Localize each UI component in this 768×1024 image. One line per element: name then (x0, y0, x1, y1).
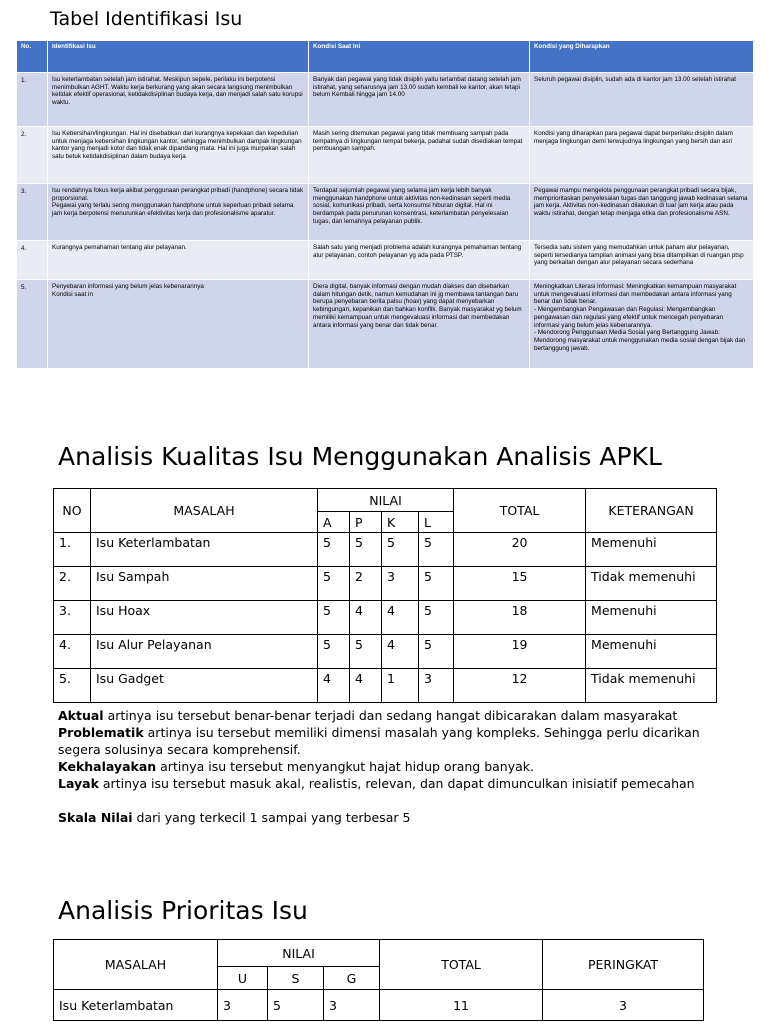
apkl-p: 5 (350, 635, 382, 669)
header-kondisi-diharapkan: Kondisi yang Diharapkan (530, 41, 754, 73)
table-row (54, 635, 717, 669)
priority-header-peringkat: PERINGKAT (543, 940, 704, 990)
priority-header-s: S (268, 967, 324, 990)
apkl-l: 5 (419, 567, 454, 601)
priority-header-u: U (218, 967, 268, 990)
apkl-header-no: NO (54, 489, 91, 533)
priority-masalah: Isu Keterlambatan (54, 990, 218, 1021)
priority-header-total: TOTAL (380, 940, 543, 990)
apkl-a: 5 (318, 601, 350, 635)
scale-note: Skala Nilai dari yang terkecil 1 sampai yang terbesar 5 (58, 810, 411, 825)
row-saat-ini: Terdapat sejumlah pegawai yang selama jam kerja lebih banyak menggunakan handphone untuk aktivitas non-kedinasan seperti media sosial, komunikasi pribadi, serta konsumsi hiburan digital. Hal ini berdampak pada penurunan konsentrasi, keterlambatan penyelesaian tugas, dan lemahnya pelayanan publik. (309, 184, 530, 241)
priority-header-g: G (324, 967, 380, 990)
table-row (17, 73, 754, 127)
priority-u: 3 (218, 990, 268, 1021)
apkl-l: 5 (419, 635, 454, 669)
apkl-header-row (54, 489, 717, 512)
apkl-no: 1. (54, 533, 91, 567)
table-row (54, 669, 717, 703)
apkl-header-k: K (382, 512, 419, 533)
row-saat-ini: Diera digital, banyak informasi dengan mudah diakses dan disebarkan dalam hitungan detik, namun kemudahan ini jg membawa tantangan baru berupa penyebaran berita palsu (hoax) yang dapat menyebarkan kebingungan, kepanikan dan bahkan konflik. Banyak masyarakat yg belum memiliki kemampuan untuk mengevaluasi informasi dan membedakan antara informasi yang benar dan tidak benar. (309, 280, 530, 369)
apkl-no: 4. (54, 635, 91, 669)
row-saat-ini: Banyak dari pegawai yang tidak disiplin yaitu terlambat datang setelah jam istirahat, yang seharusnya jam 13.00 sudah kembali ke kantor, akan tetapi belum Kembali hingga jam 14.00 (309, 73, 530, 127)
apkl-header-nilai: NILAI (318, 489, 454, 512)
apkl-a: 5 (318, 567, 350, 601)
header-kondisi-saat-ini: Kondisi Saat Ini (309, 41, 530, 73)
table-row (17, 184, 754, 241)
row-isu: Kurangnya pemahaman tentang alur pelayanan. (48, 241, 309, 280)
apkl-l: 3 (419, 669, 454, 703)
apkl-k: 4 (382, 601, 419, 635)
priority-analysis-title: Analisis Prioritas Isu (58, 896, 308, 925)
apkl-header-masalah: MASALAH (91, 489, 318, 533)
priority-total: 11 (380, 990, 543, 1021)
priority-header-nilai: NILAI (218, 940, 380, 967)
identification-table-title: Tabel Identifikasi Isu (50, 8, 243, 30)
row-harapan: Tersedia satu sistem yang memudahkan untuk paham alur pelayanan, seperti tersedianya tampilan animasi yang bisa ditampilkan di ruangan ptsp yang berkaitan dengan alur pelayanan secara sederhana (530, 241, 754, 280)
table-row (17, 127, 754, 184)
apkl-k: 5 (382, 533, 419, 567)
apkl-a: 5 (318, 635, 350, 669)
apkl-p: 5 (350, 533, 382, 567)
row-no: 1. (17, 73, 48, 127)
row-harapan: Seluruh pegawai disiplin, sudah ada di kantor jam 13.00 setelah istirahat (530, 73, 754, 127)
table-row (17, 280, 754, 369)
row-isu: Isu keterlambatan setelah jam istirahat. Meskipun sepele, perilaku ini berpotensi menimbulkan AGHT. Waktu kerja berkurang yang akan secara langsung menimbulkan ketidak efektif operasional, ketidakdisiplinan budaya kerja, dan menjadi salah satu korupsi waktu. (48, 73, 309, 127)
definition-aktual: Aktual artinya isu tersebut benar-benar terjadi dan sedang hangat dibicarakan dalam masyarakat (58, 708, 678, 723)
apkl-table (53, 488, 717, 703)
priority-peringkat: 3 (543, 990, 704, 1021)
row-no: 5. (17, 280, 48, 369)
row-isu: Isu Kebersihan/lingkungan. Hal ini disebabkan dari kurangnya kepekaan dan kepedulian untuk menjaga kebersihan lingkungan kantor, sehingga menimbulkan dampak lingkungan kantor yang menjadi kotor dan tidak enak dipandang mata. Hal ini juga murpakan salah satu betuk ketidakdisiplinan dalam budaya kerja (48, 127, 309, 184)
apkl-definitions (58, 707, 718, 826)
apkl-p: 4 (350, 601, 382, 635)
row-isu: Isu rendahnya fokus kerja akibat penggunaan perangkat pribadi (handphone) secara tidak proporsional. Pegawai yang terlalu sering menggunakan handphone untuk keperluan pribadi selama jam kerja berpotensi menurunkan efektivitas kerja dan profesionalisme aparatur. (48, 184, 309, 241)
apkl-k: 4 (382, 635, 419, 669)
priority-header-row (54, 940, 704, 967)
priority-header-masalah: MASALAH (54, 940, 218, 990)
priority-g: 3 (324, 990, 380, 1021)
apkl-total: 18 (454, 601, 586, 635)
apkl-total: 20 (454, 533, 586, 567)
apkl-header-a: A (318, 512, 350, 533)
apkl-a: 4 (318, 669, 350, 703)
apkl-masalah: Isu Alur Pelayanan (91, 635, 318, 669)
apkl-masalah: Isu Hoax (91, 601, 318, 635)
apkl-p: 4 (350, 669, 382, 703)
row-no: 4. (17, 241, 48, 280)
row-isu: Penyebaran informasi yang belum jelas kebenarannya Kondisi saat in (48, 280, 309, 369)
header-identifikasi-isu: Identifikasi Isu (48, 41, 309, 73)
apkl-k: 3 (382, 567, 419, 601)
row-no: 2. (17, 127, 48, 184)
table-row (54, 601, 717, 635)
definition-kekhalayakan: Kekhalayakan artinya isu tersebut menyangkut hajat hidup orang banyak. (58, 759, 534, 774)
apkl-a: 5 (318, 533, 350, 567)
table-row (54, 990, 704, 1021)
apkl-masalah: Isu Gadget (91, 669, 318, 703)
row-harapan: Meningkatkan Literasi Informasi: Meningkatkan kemampuan masyarakat untuk mengevaluasi informasi dan membedakan antara informasi yang benar dan tidak benar. - Mengembangkan Pengawasan dan Regulasi: Mengembangkan pengawasan dan regulasi yang efektif untuk mencegah penyebaran informasi yang belum jelas kebenarannya. - Mendorong Penggunaan Media Sosial yang Bertanggung Jawab: Mendorong masyarakat untuk menggunakan media sosial dengan bijak dan bertanggung jawab. (530, 280, 754, 369)
apkl-keterangan: Tidak memenuhi (586, 567, 717, 601)
issue-identification-table (16, 40, 754, 369)
apkl-keterangan: Memenuhi (586, 635, 717, 669)
apkl-keterangan: Tidak memenuhi (586, 669, 717, 703)
table-header-row (17, 41, 754, 73)
apkl-total: 12 (454, 669, 586, 703)
apkl-total: 15 (454, 567, 586, 601)
row-harapan: Pegawai mampu mengelola penggunaan perangkat pribadi secara bijak, memprioritaskan penyelesaian tugas dan tanggung jawab kedinasan selama jam kerja. Aktivitas non-kedinasan dilakukan di luar jam kerja atau pada waktu istirahat, dengan tetap menjaga etika dan profesionalisme ASN. (530, 184, 754, 241)
table-row (54, 533, 717, 567)
apkl-header-total: TOTAL (454, 489, 586, 533)
definition-layak: Layak artinya isu tersebut masuk akal, realistis, relevan, dan dapat dimunculkan inisiatif pemecahan (58, 776, 695, 791)
priority-table (53, 939, 704, 1021)
header-no: No. (17, 41, 48, 73)
row-harapan: Kondisi yang diharapkan para pegawai dapat berperilaku disiplin dalam menjaga lingkungan demi terwujudnya lingkungan yang bersih dan asri (530, 127, 754, 184)
apkl-total: 19 (454, 635, 586, 669)
apkl-masalah: Isu Keterlambatan (91, 533, 318, 567)
apkl-masalah: Isu Sampah (91, 567, 318, 601)
apkl-analysis-title: Analisis Kualitas Isu Menggunakan Analisis APKL (58, 442, 662, 471)
apkl-no: 3. (54, 601, 91, 635)
table-row (17, 241, 754, 280)
apkl-k: 1 (382, 669, 419, 703)
row-saat-ini: Salah satu yang menjadi problema adalah kurangnya pemahaman tentang alur pelayanan, contoh pelayanan yg ada pada PTSP. (309, 241, 530, 280)
apkl-header-keterangan: KETERANGAN (586, 489, 717, 533)
definition-problematik: Problematik artinya isu tersebut memiliki dimensi masalah yang kompleks. Sehingga perlu dicarikan segera solusinya secara komprehensif. (58, 725, 700, 757)
apkl-l: 5 (419, 533, 454, 567)
apkl-keterangan: Memenuhi (586, 533, 717, 567)
row-no: 3. (17, 184, 48, 241)
table-row (54, 567, 717, 601)
apkl-no: 2. (54, 567, 91, 601)
row-saat-ini: Masih sering ditemukan pegawai yang tidak membuang sampah pada tempatnya di lingkungan tempat bekerja, padahal sudah disediakan tempat pembuangan sampah. (309, 127, 530, 184)
apkl-l: 5 (419, 601, 454, 635)
apkl-header-l: L (419, 512, 454, 533)
apkl-no: 5. (54, 669, 91, 703)
apkl-header-p: P (350, 512, 382, 533)
priority-s: 5 (268, 990, 324, 1021)
apkl-keterangan: Memenuhi (586, 601, 717, 635)
apkl-p: 2 (350, 567, 382, 601)
